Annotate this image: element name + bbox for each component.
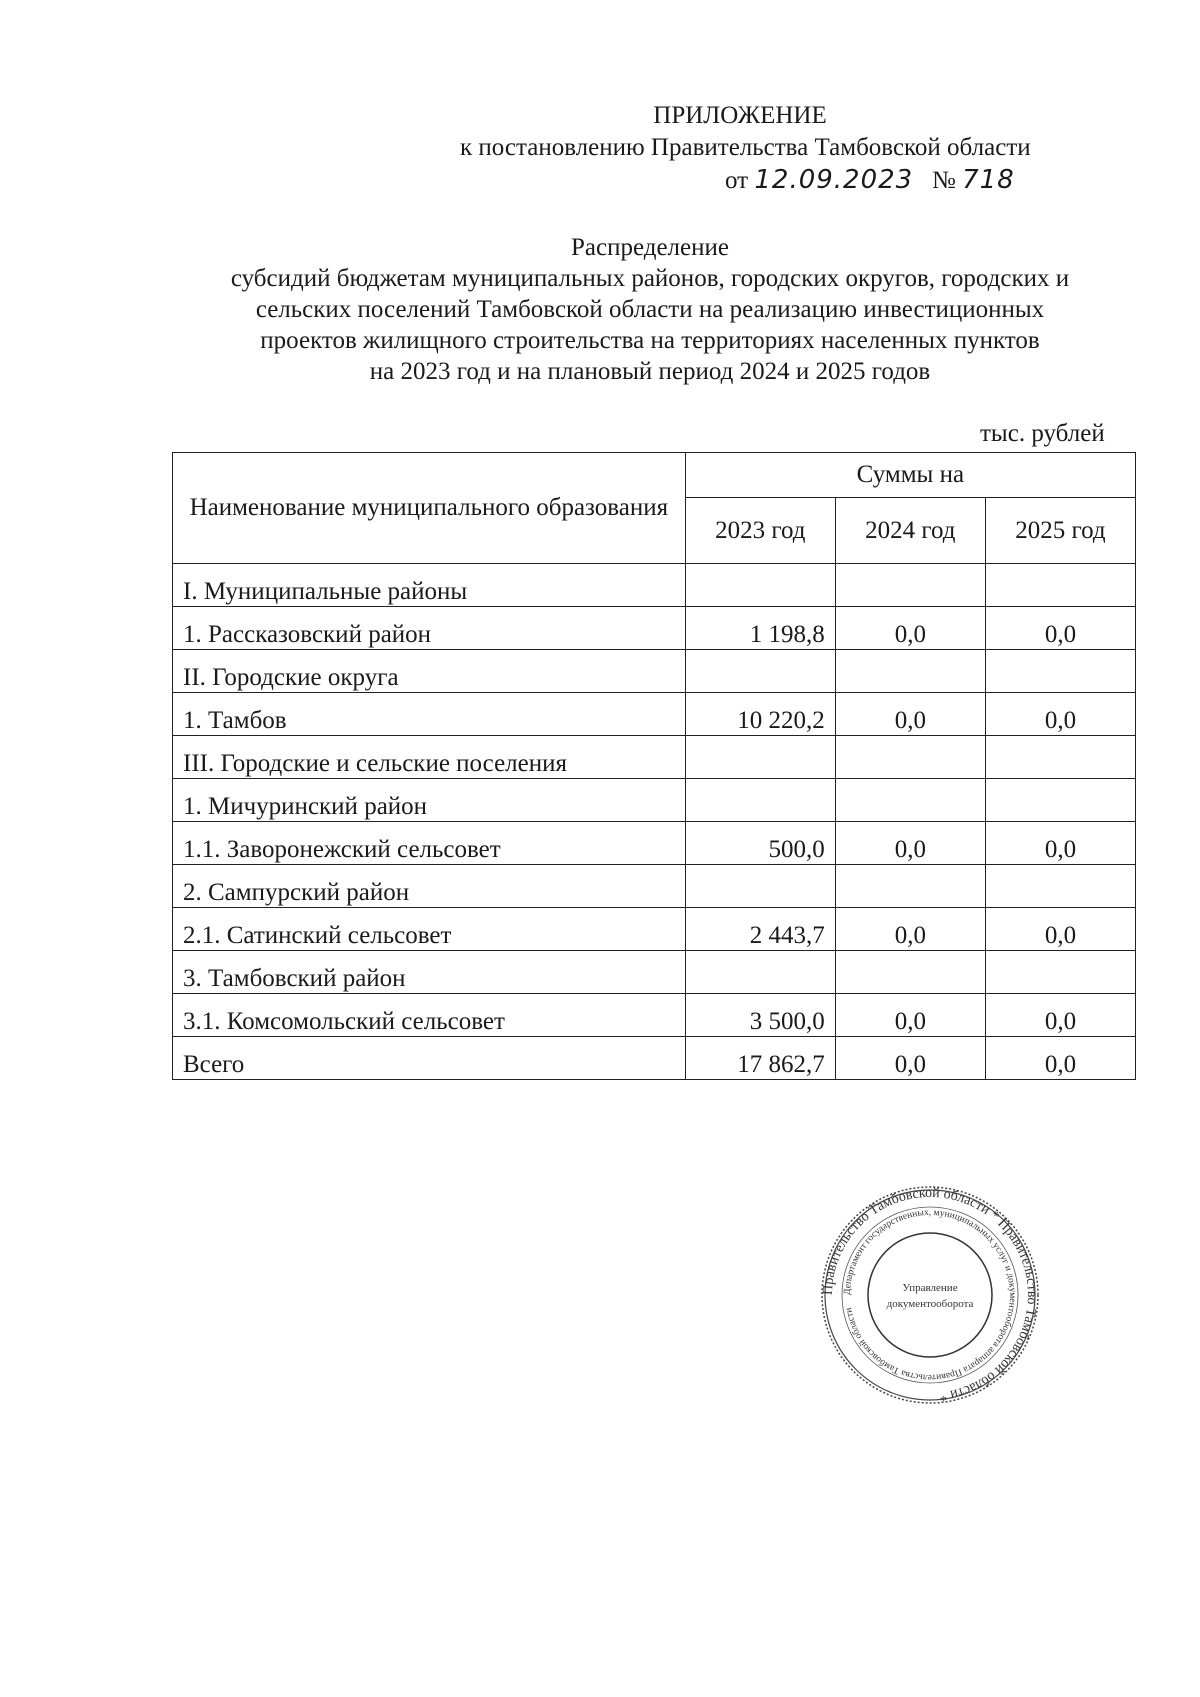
table-row — [173, 908, 1136, 951]
appendix-block — [460, 100, 1140, 200]
stamp-center-line-1: Управление — [902, 1282, 958, 1294]
row-value-2025: 0,0 — [985, 822, 1135, 865]
row-value-2025 — [985, 564, 1135, 607]
row-value-2023: 1 198,8 — [685, 607, 835, 650]
row-value-2023 — [685, 650, 835, 693]
stamp-graphic — [820, 1185, 1040, 1405]
row-value-2024 — [835, 951, 985, 994]
table-row — [173, 693, 1136, 736]
table-row — [173, 994, 1136, 1037]
appendix-date-line — [460, 164, 1140, 200]
official-stamp — [820, 1185, 1040, 1405]
heading-line-4: проектов жилищного строительства на территориях населенных пунктов — [260, 327, 1040, 354]
row-value-2023: 2 443,7 — [685, 908, 835, 951]
row-value-2024: 0,0 — [835, 908, 985, 951]
row-value-2025: 0,0 — [985, 994, 1135, 1037]
row-value-2023: 3 500,0 — [685, 994, 835, 1037]
row-value-2025 — [985, 951, 1135, 994]
row-value-2023 — [685, 779, 835, 822]
row-value-2023 — [685, 564, 835, 607]
table-row — [173, 779, 1136, 822]
row-value-2023 — [685, 736, 835, 779]
table-row — [173, 650, 1136, 693]
row-value-2025: 0,0 — [985, 607, 1135, 650]
appendix-subtitle: к постановлению Правительства Тамбовской области — [460, 134, 1031, 161]
table-row — [173, 736, 1136, 779]
row-name: 3. Тамбовский район — [173, 951, 686, 994]
row-value-2024: 0,0 — [835, 1037, 985, 1080]
row-value-2024 — [835, 650, 985, 693]
row-value-2025 — [985, 865, 1135, 908]
handwritten-date: 12.09.2023 — [754, 165, 914, 195]
header-sums: Суммы на — [685, 453, 1135, 498]
row-name: III. Городские и сельские поселения — [173, 736, 686, 779]
row-value-2023: 500,0 — [685, 822, 835, 865]
row-value-2024 — [835, 564, 985, 607]
row-name: 1. Рассказовский район — [173, 607, 686, 650]
row-value-2025 — [985, 779, 1135, 822]
table-row — [173, 951, 1136, 994]
stamp-ring-text: Правительство Тамбовской области * Правительство Тамбовской области * — [820, 1185, 1040, 1404]
row-value-2025: 0,0 — [985, 1037, 1135, 1080]
heading-line-2: субсидий бюджетам муниципальных районов, городских округов, городских и — [230, 265, 1070, 292]
header-year-2024: 2024 год — [835, 498, 985, 564]
row-value-2024: 0,0 — [835, 607, 985, 650]
row-value-2023: 17 862,7 — [685, 1037, 835, 1080]
date-prefix: от — [725, 167, 749, 194]
row-name: Всего — [173, 1037, 686, 1080]
row-value-2025: 0,0 — [985, 908, 1135, 951]
header-name: Наименование муниципального образования — [173, 453, 686, 564]
row-value-2023: 10 220,2 — [685, 693, 835, 736]
row-value-2024: 0,0 — [835, 693, 985, 736]
row-name: 1. Мичуринский район — [173, 779, 686, 822]
units-label: тыс. рублей — [980, 420, 1105, 447]
header-year-2025: 2025 год — [985, 498, 1135, 564]
row-value-2024: 0,0 — [835, 994, 985, 1037]
heading-line-5: на 2023 год и на плановый период 2024 и 2025 годов — [369, 358, 931, 385]
number-sign: № — [931, 167, 956, 194]
handwritten-number: 718 — [962, 165, 1015, 195]
table-body — [173, 564, 1136, 1080]
row-name: 2.1. Сатинский сельсовет — [173, 908, 686, 951]
table-row — [173, 607, 1136, 650]
svg-text:Департамент государственных, м — [843, 1208, 1017, 1382]
appendix-title: ПРИЛОЖЕНИЕ — [653, 102, 827, 129]
stamp-ring-text: Департамент государственных, муниципальных услуг и документооборота аппарата Правительства Тамбовской области — [842, 1207, 1018, 1383]
row-value-2025: 0,0 — [985, 693, 1135, 736]
table-row — [173, 1037, 1136, 1080]
document-heading — [160, 232, 1140, 387]
table-row — [173, 865, 1136, 908]
heading-line-1: Распределение — [571, 234, 729, 261]
row-name: 2. Сампурский район — [173, 865, 686, 908]
row-name: 1.1. Заворонежский сельсовет — [173, 822, 686, 865]
row-name: I. Муниципальные районы — [173, 564, 686, 607]
row-value-2024 — [835, 736, 985, 779]
row-name: II. Городские округа — [173, 650, 686, 693]
table-row — [173, 564, 1136, 607]
row-value-2023 — [685, 865, 835, 908]
row-value-2025 — [985, 736, 1135, 779]
row-value-2024 — [835, 865, 985, 908]
subsidy-table — [172, 452, 1136, 1080]
row-name: 1. Тамбов — [173, 693, 686, 736]
header-year-2023: 2023 год — [685, 498, 835, 564]
heading-line-3: сельских поселений Тамбовской области на реализацию инвестиционных — [255, 296, 1045, 323]
table-row — [173, 822, 1136, 865]
row-name: 3.1. Комсомольский сельсовет — [173, 994, 686, 1037]
row-value-2023 — [685, 951, 835, 994]
row-value-2025 — [985, 650, 1135, 693]
row-value-2024 — [835, 779, 985, 822]
row-value-2024: 0,0 — [835, 822, 985, 865]
svg-text:Правительство Тамбовской облас — [821, 1186, 1039, 1404]
stamp-center-line-2: документооборота — [886, 1298, 974, 1310]
